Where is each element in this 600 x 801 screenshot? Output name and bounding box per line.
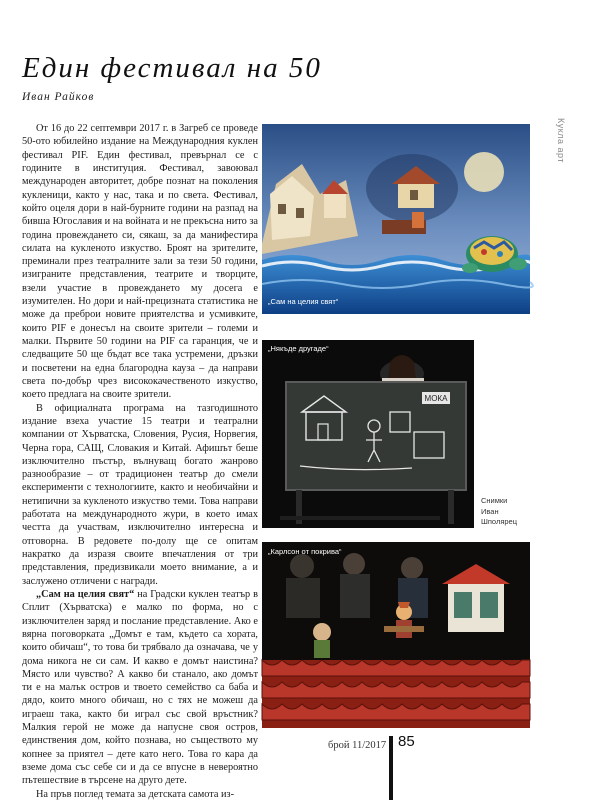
article-author: Иван Райков [22, 91, 95, 103]
paragraph-1: От 16 до 22 септември 2017 г. в Загреб се проведе 50-ото юбилейно издание на Международния куклен фестивал PIF. Един фестивал, превърнал се с годините в институция. Фестивал, завоювал международен авторитет, добре познат на поколения кукленици, както у нас, така и по света. Фестивал, който оцеля дори в най-бурните години на разпад на бивша Югославия и на войната и не прекъсна нито за година провеждането си, сякаш, за да манифестира силата на кукленото изкуство. Броят на зрителите, преминали през театралните зали за тези 50 години, изиграните представления, театрите и творците, взели участие в провеждането му досега е изумителен. Но дори и най-прецизната статистика не може да преброи новите приятелства и усмивките, които PIF е донесъл на своите зрители – големи и малки. Първите 50 години на PIF са гаранция, че и следващите 50 ще бъдат все така устремени, дръзки и посветени на една благородна кауза – да направи света по-добър чрез висококачественото изкуство, което предлага на своите зрители. [22, 123, 258, 401]
issue-number: брой 11/2017 [328, 740, 387, 751]
photo-credit-text: Снимки Иван Шполярец [481, 496, 518, 526]
photo-karlson-ot-pokriva [262, 542, 530, 728]
section-label [552, 118, 580, 188]
paragraph-3-text: на Градски куклен театър в Сплит (Хърватска) е малко по форма, но с изключителен заряд и послание представление. Ако е вярна поговорката „Домът е там, където са хората, които обичаш“, то това би трябвало да означава, че у дома никога не си сам. И какво е домът наистина? Място или чувство? А какво би станало, ако домът ти е на малък остров и твоето семейство са баба и дядо, които много обичаш, но с тях не можеш да играеш така, както би играл със свой връстник? Малкия герой не може да напусне своя остров, единствения дом, който познава, но съществото му копнее за приятел – дете като него. Това го кара да вземе дома със себе си и да се впусне в невероятно пътешествие в търсене на друго дете. [22, 588, 258, 787]
photo-credit [481, 496, 551, 528]
paragraph-3 [22, 588, 258, 788]
page-number: 85 [398, 733, 415, 750]
stage-blackboard-scene [262, 340, 474, 528]
article-title: Един фестивал на 50 [22, 52, 322, 84]
footer-divider [389, 736, 393, 800]
stage-rooftop-scene [262, 542, 530, 728]
stage-illustration-sea [262, 124, 530, 314]
photo-caption-2: „Някъде другаде“ [268, 344, 329, 353]
paragraph-4: На пръв поглед темата за детската самота из- [36, 788, 235, 800]
photo-nyakade-drugade [262, 340, 474, 528]
article-body [22, 122, 258, 800]
blackboard-sign-text: МОКА [424, 394, 448, 403]
photo-caption-1: „Сам на целия свят“ [268, 297, 339, 306]
photo-sam-na-celiya-svyat [262, 124, 530, 314]
section-label-text: Кукла арт [556, 118, 566, 163]
photo-caption-3: „Карлсон от покрива“ [268, 547, 342, 556]
paragraph-2: В официалната програма на тазгодишното издание взеха участие 15 театри и театрални компании от Хърватска, Словения, Русия, Норвегия, Черна гора, САЩ, Словакия и Китай. Афишът беше изключително пъстър, вълнуващ богато жанрово разнообразие – от традиционен театър до смели експерименти с технологиите, както и необичайни и нетипични за кукленото изкуство теми. Това направи работата на международното жури, в което имах честта да участвам, изключително интересна и отговорна. В редовете по-долу ще се опитам накратко да изразя своите впечатления от три представления, предизвикали моето внимание, а и заслужено отличени с награди. [22, 402, 258, 587]
highlight-title: „Сам на целия свят“ [36, 588, 135, 600]
